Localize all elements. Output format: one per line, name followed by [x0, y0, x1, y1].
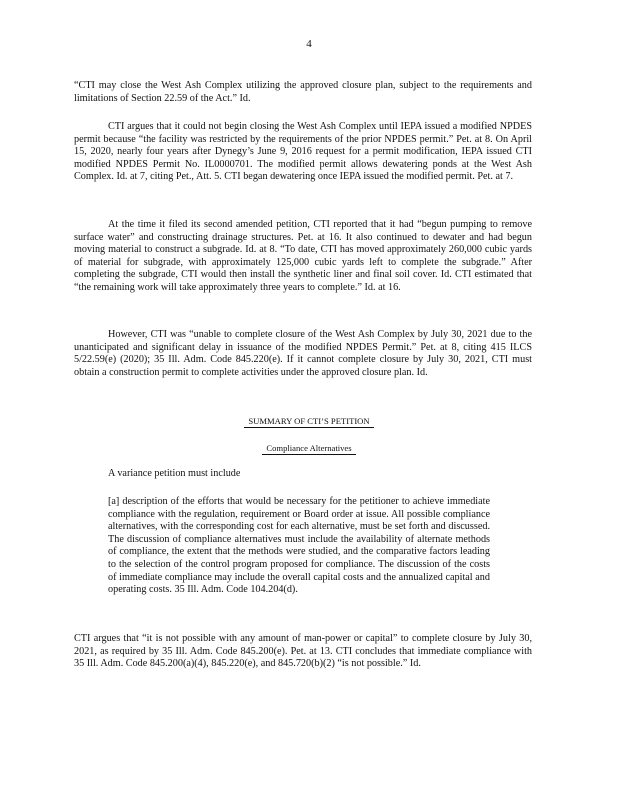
- section-heading: [0, 416, 618, 428]
- paragraph-5: CTI argues that “it is not possible with any amount of man-power or capital” to complete closure by July 30, 2021, as required by 35 Ill. Adm. Code 845.200(e). Pet. at 13. CTI concludes that immediate compliance with 35 Ill. Adm. Code 845.200(a)(4), 845.220(e), and 845.720(b)(2) “is not possible.” Id.: [74, 633, 532, 670]
- subsection-heading: [0, 443, 618, 455]
- block-quote: [a] description of the efforts that would be necessary for the petitioner to achieve immediate compliance with the regulation, requirement or Board order at issue. All possible compliance alternatives, with the corresponding cost for each alternative, must be set forth and discussed. The discussion of compliance alternatives must include the availability of alternate methods of compliance, the extent that the methods were studied, and the comparative factors leading to the selection of the control program proposed for compliance. The discussion of the costs of immediate compliance may include the overall capital costs and the annualized capital and operating costs. 35 Ill. Adm. Code 104.204(d).: [108, 496, 490, 596]
- lead-in-sentence: A variance petition must include: [108, 468, 241, 479]
- paragraph-4: However, CTI was “unable to complete closure of the West Ash Complex by July 30, 2021 due to the unanticipated and significant delay in issuance of the modified NPDES Permit.” Pet. at 8, citing 415 ILCS 5/22.59(e) (2020); 35 Ill. Adm. Code 845.220(e). If it cannot complete closure by July 30, 2021, CTI must obtain a construction permit to complete activities under the approved closure plan. Id.: [74, 329, 532, 378]
- page-number: 4: [306, 38, 312, 50]
- paragraph-1: “CTI may close the West Ash Complex utilizing the approved closure plan, subject to the requirements and limitations of Section 22.59 of the Act.” Id.: [74, 80, 532, 104]
- subsection-heading-text: Compliance Alternatives: [262, 443, 355, 455]
- paragraph-3: At the time it filed its second amended petition, CTI reported that it had “begun pumping to remove surface water” and constructing drainage structures. Pet. at 16. It also continued to dewater and had begun moving material to construct a subgrade. Id. at 8. “To date, CTI has moved approximately 260,000 cubic yards of material for subgrade, with approximately 125,000 cubic yards left to complete the subgrade.” After completing the subgrade, CTI would then install the synthetic liner and final soil cover. Id. CTI estimated that “the remaining work will take approximately three years to complete.” Id. at 16.: [74, 219, 532, 293]
- paragraph-2: CTI argues that it could not begin closing the West Ash Complex until IEPA issued a modified NPDES permit because “the facility was restricted by the requirements of the prior NPDES permit.” Pet. at 8. On April 15, 2020, nearly four years after Dynegy’s June 9, 2016 request for a permit modification, IEPA issued CTI modified NPDES Permit No. IL0000701. The modified permit allows dewatering ponds at the West Ash Complex. Id. at 7, citing Pet., Att. 5. CTI began dewatering once IEPA issued the modified permit. Pet. at 7.: [74, 121, 532, 183]
- section-heading-text: SUMMARY OF CTI’S PETITION: [244, 416, 373, 428]
